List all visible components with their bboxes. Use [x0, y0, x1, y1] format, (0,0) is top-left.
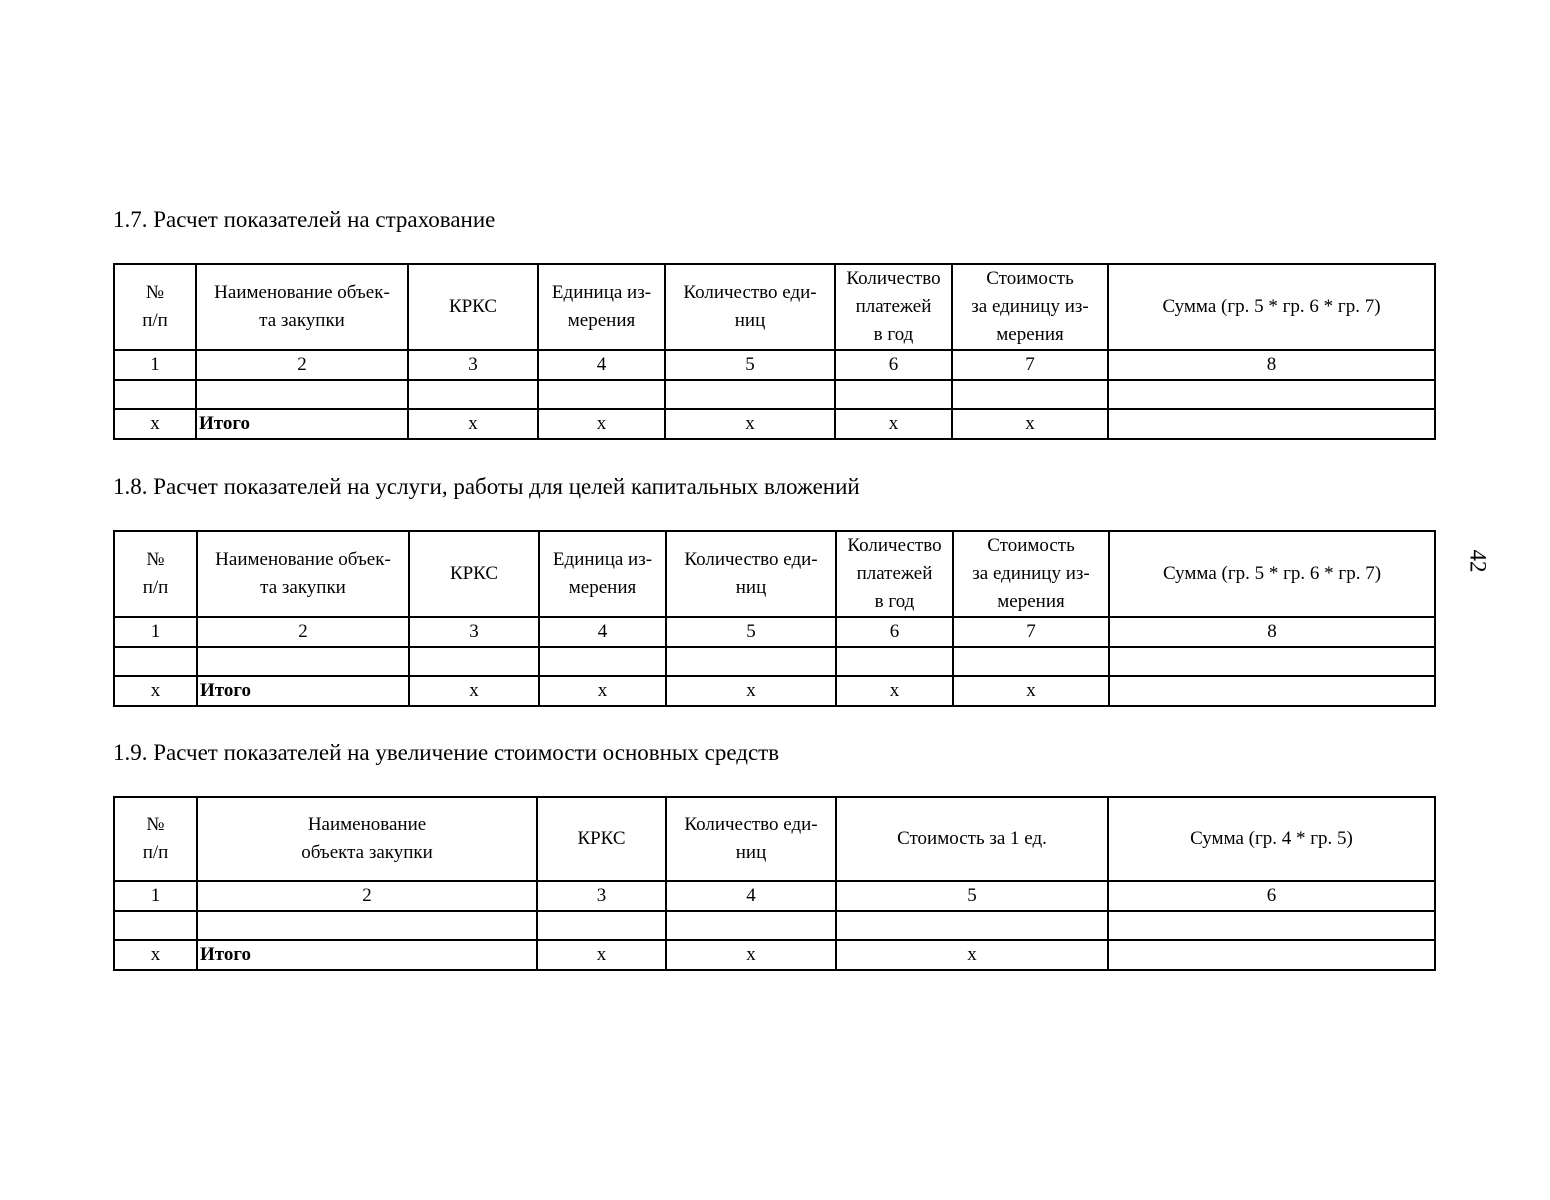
total-cell: x [409, 676, 539, 706]
total-cell: x [539, 676, 666, 706]
empty-row [114, 647, 1435, 676]
table-insurance [113, 263, 1436, 440]
total-cell: x [665, 409, 835, 439]
total-cell: x [953, 676, 1109, 706]
section-title-1-7: 1.7. Расчет показателей на страхование [113, 207, 496, 232]
column-number: 2 [196, 350, 408, 380]
empty-cell[interactable] [537, 911, 666, 940]
col-header: Единица из- мерения [538, 264, 665, 350]
column-number: 8 [1109, 617, 1435, 647]
total-label: Итого [197, 940, 537, 970]
col-header: КРКС [408, 264, 538, 350]
empty-cell[interactable] [538, 380, 665, 409]
column-number: 2 [197, 881, 537, 911]
col-header: Наименование объек- та закупки [197, 531, 409, 617]
total-label: Итого [197, 676, 409, 706]
total-cell: x [666, 940, 836, 970]
total-cell: x [952, 409, 1108, 439]
empty-cell[interactable] [409, 647, 539, 676]
total-cell: x [114, 409, 196, 439]
col-header: № п/п [114, 264, 196, 350]
empty-cell[interactable] [836, 647, 953, 676]
col-header: № п/п [114, 531, 197, 617]
empty-cell[interactable] [539, 647, 666, 676]
empty-cell[interactable] [836, 911, 1108, 940]
empty-row [114, 380, 1435, 409]
col-header: Наименование объекта закупки [197, 797, 537, 881]
section-title-1-8: 1.8. Расчет показателей на услуги, работы для целей капитальных вложений [113, 474, 860, 499]
total-row [114, 676, 1435, 706]
empty-cell[interactable] [197, 647, 409, 676]
column-number: 4 [538, 350, 665, 380]
empty-cell[interactable] [114, 647, 197, 676]
column-number: 2 [197, 617, 409, 647]
col-header: № п/п [114, 797, 197, 881]
column-number: 3 [537, 881, 666, 911]
total-cell: x [114, 940, 197, 970]
col-header: Стоимость за единицу из- мерения [953, 531, 1109, 617]
total-label: Итого [196, 409, 408, 439]
empty-cell[interactable] [197, 911, 537, 940]
table-capital-investments [113, 530, 1436, 707]
empty-row [114, 911, 1435, 940]
empty-cell[interactable] [1108, 380, 1435, 409]
column-number: 4 [539, 617, 666, 647]
col-header: Сумма (гр. 5 * гр. 6 * гр. 7) [1108, 264, 1435, 350]
total-cell: x [537, 940, 666, 970]
col-header: Сумма (гр. 5 * гр. 6 * гр. 7) [1109, 531, 1435, 617]
total-cell: x [836, 940, 1108, 970]
column-number: 5 [665, 350, 835, 380]
col-header: КРКС [409, 531, 539, 617]
column-number: 6 [1108, 881, 1435, 911]
total-row [114, 940, 1435, 970]
col-header: Стоимость за 1 ед. [836, 797, 1108, 881]
column-number: 1 [114, 617, 197, 647]
empty-cell[interactable] [408, 380, 538, 409]
column-number: 4 [666, 881, 836, 911]
empty-cell[interactable] [1108, 911, 1435, 940]
column-number-row [114, 881, 1435, 911]
header-row [114, 531, 1435, 617]
empty-cell[interactable] [952, 380, 1108, 409]
col-header: Количество еди- ниц [666, 531, 836, 617]
column-number: 6 [835, 350, 952, 380]
column-number: 8 [1108, 350, 1435, 380]
col-header: Единица из- мерения [539, 531, 666, 617]
column-number-row [114, 350, 1435, 380]
page-number: 42 [1465, 549, 1491, 573]
total-cell: x [538, 409, 665, 439]
column-number: 3 [408, 350, 538, 380]
column-number-row [114, 617, 1435, 647]
total-cell: x [836, 676, 953, 706]
total-sum-cell[interactable] [1109, 676, 1435, 706]
col-header: Количество еди- ниц [666, 797, 836, 881]
empty-cell[interactable] [835, 380, 952, 409]
col-header: Количество платежей в год [835, 264, 952, 350]
col-header: КРКС [537, 797, 666, 881]
total-cell: x [835, 409, 952, 439]
column-number: 7 [953, 617, 1109, 647]
column-number: 3 [409, 617, 539, 647]
column-number: 6 [836, 617, 953, 647]
total-sum-cell[interactable] [1108, 940, 1435, 970]
total-cell: x [666, 676, 836, 706]
empty-cell[interactable] [114, 911, 197, 940]
empty-cell[interactable] [953, 647, 1109, 676]
column-number: 5 [666, 617, 836, 647]
col-header: Количество платежей в год [836, 531, 953, 617]
empty-cell[interactable] [1109, 647, 1435, 676]
section-title-1-9: 1.9. Расчет показателей на увеличение стоимости основных средств [113, 740, 780, 765]
total-cell: x [114, 676, 197, 706]
col-header: Сумма (гр. 4 * гр. 5) [1108, 797, 1435, 881]
column-number: 1 [114, 881, 197, 911]
table-fixed-assets [113, 796, 1436, 971]
header-row [114, 264, 1435, 350]
empty-cell[interactable] [665, 380, 835, 409]
column-number: 1 [114, 350, 196, 380]
empty-cell[interactable] [666, 911, 836, 940]
empty-cell[interactable] [114, 380, 196, 409]
header-row [114, 797, 1435, 881]
total-row [114, 409, 1435, 439]
column-number: 5 [836, 881, 1108, 911]
col-header: Наименование объек- та закупки [196, 264, 408, 350]
total-sum-cell[interactable] [1108, 409, 1435, 439]
empty-cell[interactable] [666, 647, 836, 676]
column-number: 7 [952, 350, 1108, 380]
empty-cell[interactable] [196, 380, 408, 409]
col-header: Количество еди- ниц [665, 264, 835, 350]
total-cell: x [408, 409, 538, 439]
col-header: Стоимость за единицу из- мерения [952, 264, 1108, 350]
